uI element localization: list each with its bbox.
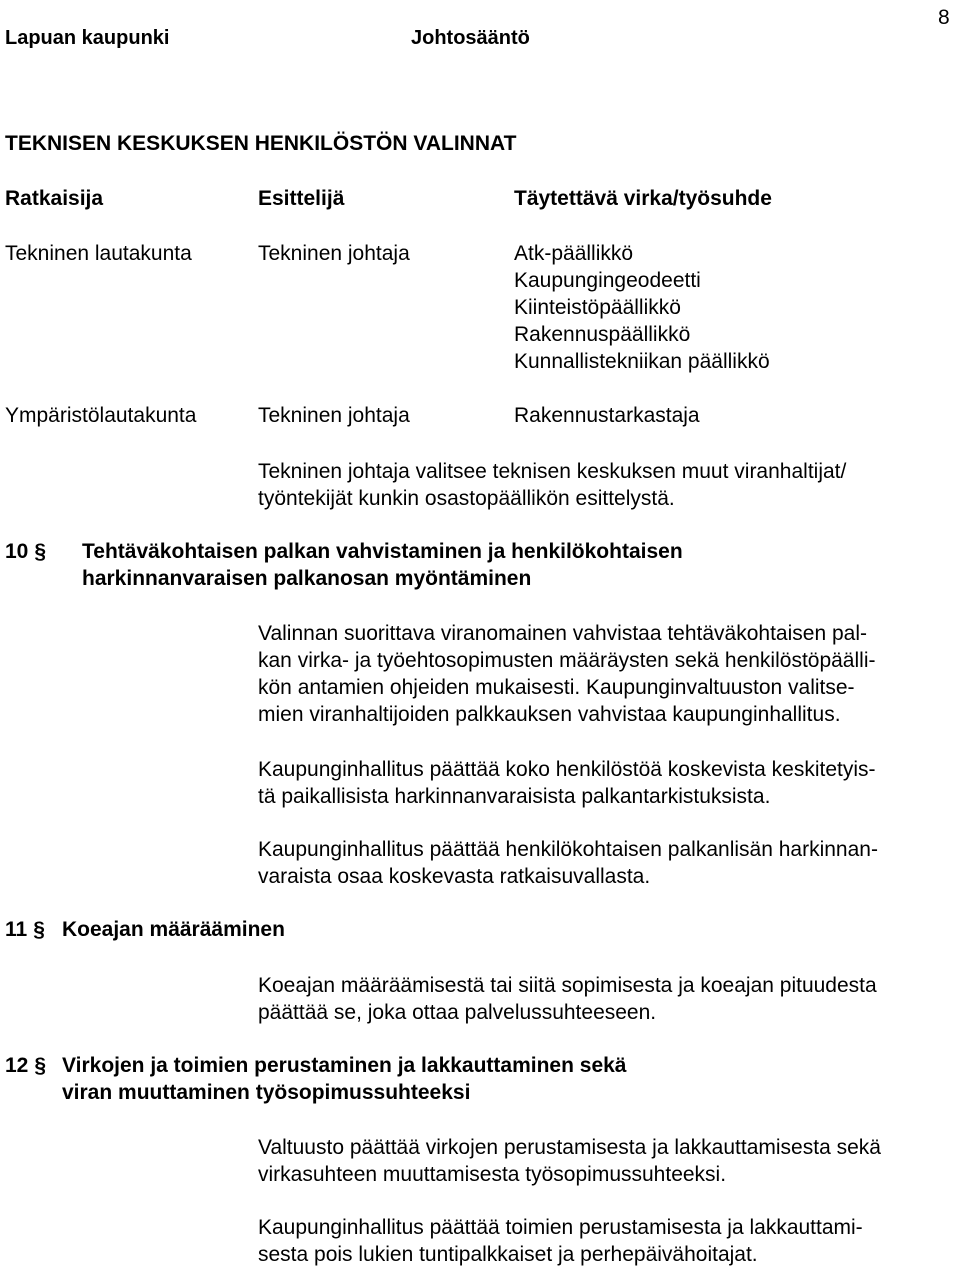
- section-12-title: Virkojen ja toimien perustaminen ja lakkauttaminen sekä viran muuttaminen työsopimussuhteeksi: [62, 1054, 627, 1104]
- section-sign-icon: §: [34, 540, 47, 563]
- table-row-presenter: Tekninen johtaja: [258, 242, 410, 265]
- section-sign-icon: §: [33, 918, 45, 941]
- section-11-heading: [5, 916, 45, 943]
- position-item: Atk-päällikkö: [514, 242, 634, 265]
- section-10-paragraph: Valinnan suorittava viranomainen vahvistaa tehtäväkohtaisen pal- kan virka- ja työehtosopimusten määräysten sekä henkilöstöpäälli- kön antamien ohjeiden mukaisesti. Kaupunginvaltuuston valitse- mien viranhaltijoiden palkkauksen vahvistaa kaupunginhallitus.: [258, 622, 876, 726]
- section-12-paragraph: Kaupunginhallitus päättää toimien perustamisesta ja lakkauttami- sesta pois lukien tuntipalkkaiset ja perhepäivähoitajat.: [258, 1216, 863, 1266]
- section-10-paragraph: Kaupunginhallitus päättää koko henkilöstöä koskevista keskitetyis- tä paikallisista harkinnanvaraisista palkantarkistuksista.: [258, 758, 876, 808]
- column-header-virka: Täytettävä virka/työsuhde: [514, 187, 772, 210]
- section-heading: TEKNISEN KESKUKSEN HENKILÖSTÖN VALINNAT: [5, 132, 517, 155]
- section-10-title: Tehtäväkohtaisen palkan vahvistaminen ja henkilökohtaisen harkinnanvaraisen palkanosan myöntäminen: [82, 540, 683, 590]
- section-number: 11: [5, 918, 28, 941]
- section-number: 12: [5, 1054, 29, 1077]
- position-item: Rakennustarkastaja: [514, 404, 700, 427]
- section-11-paragraph: Koeajan määräämisestä tai siitä sopimisesta ja koeajan pituudesta päättää se, joka ottaa palvelussuhteeseen.: [258, 974, 877, 1024]
- table-note: Tekninen johtaja valitsee teknisen keskuksen muut viranhaltijat/ työntekijät kunkin osastopäällikön esittelystä.: [258, 460, 847, 510]
- page-number: 8: [938, 6, 950, 29]
- table-row-decider: Tekninen lautakunta: [5, 242, 192, 265]
- table-row-positions: [514, 240, 770, 375]
- section-sign-icon: §: [34, 1054, 47, 1077]
- header-organization: Lapuan kaupunki: [5, 27, 170, 49]
- position-item: Rakennuspäällikkö: [514, 323, 691, 346]
- section-12-heading: [5, 1052, 46, 1079]
- header-document-title: Johtosääntö: [411, 27, 530, 49]
- column-header-esittelija: Esittelijä: [258, 187, 345, 210]
- position-item: Kaupungingeodeetti: [514, 269, 701, 292]
- position-item: Kiinteistöpäällikkö: [514, 296, 681, 319]
- section-12-paragraph: Valtuusto päättää virkojen perustamisesta ja lakkauttamisesta sekä virkasuhteen muuttamisesta työsopimussuhteeksi.: [258, 1136, 881, 1186]
- position-item: Kunnallistekniikan päällikkö: [514, 350, 770, 373]
- section-10-heading: [5, 538, 46, 565]
- table-row-decider: Ympäristölautakunta: [5, 404, 197, 427]
- section-11-title: Koeajan määrääminen: [62, 918, 285, 941]
- section-10-paragraph: Kaupunginhallitus päättää henkilökohtaisen palkanlisän harkinnan- varaista osaa koskevasta ratkaisuvallasta.: [258, 838, 878, 888]
- table-row-presenter: Tekninen johtaja: [258, 404, 410, 427]
- section-number: 10: [5, 540, 29, 563]
- column-header-ratkaisija: Ratkaisija: [5, 187, 104, 210]
